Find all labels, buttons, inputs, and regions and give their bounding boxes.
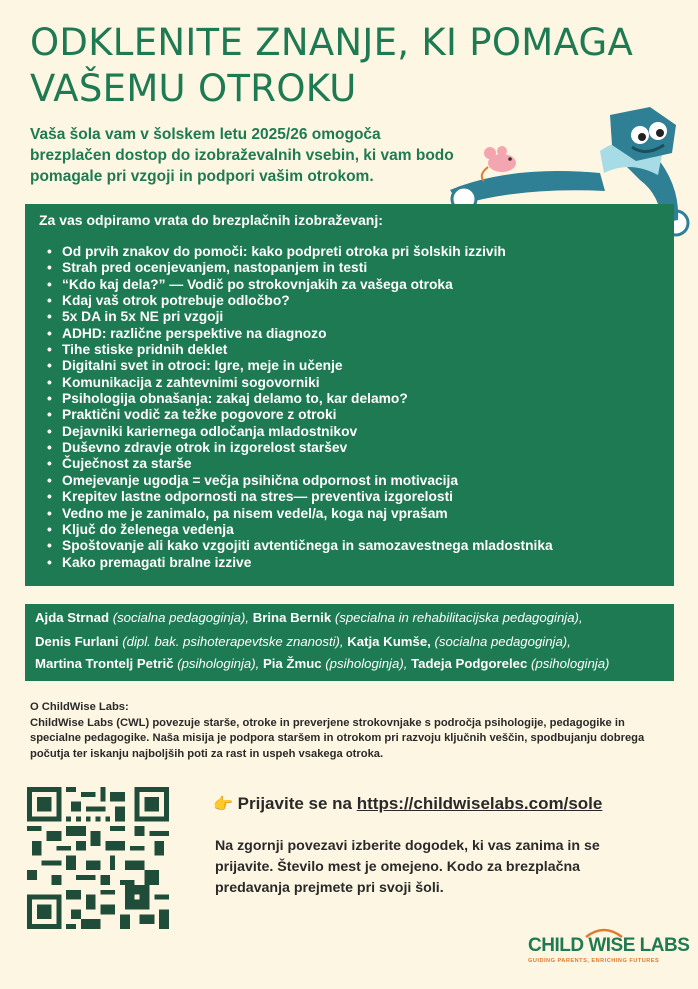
intro-line: Vaša šola vam v šolskem letu 2025/26 omogoča (30, 126, 381, 143)
pointing-hand-icon: 👉 (213, 796, 233, 813)
about-section (30, 700, 670, 762)
list-item: • Ključ do želenega vedenja (35, 522, 553, 538)
registration-line (213, 794, 602, 814)
list-item: • Vedno me je zanimalo, pa nisem vedel/a, koga naj vprašam (35, 506, 553, 522)
authors-line-1 (35, 610, 583, 625)
author-role: (psihologinja) (531, 656, 610, 671)
about-line: ChildWise Labs (CWL) povezuje starše, otroke in preverjene strokovnjake s področja psihologije, pedagogike in (30, 716, 625, 729)
title-line-2: VAŠEMU OTROKU (30, 67, 357, 110)
list-item: • Komunikacija z zahtevnimi sogovorniki (35, 375, 553, 391)
author-role: (specialna in rehabilitacijska pedagoginja), (334, 610, 583, 625)
qr-code[interactable] (27, 787, 169, 929)
authors-line-3 (35, 656, 609, 671)
list-item: • Kako premagati bralne izzive (35, 555, 553, 571)
list-item: • Tihe stiske pridnih deklet (35, 342, 553, 358)
author-role: (psihologinja), (325, 656, 408, 671)
registration-note (215, 836, 645, 899)
note-line: predavanja prejmete pri svoji šoli. (215, 880, 444, 896)
note-line: Na zgornji povezavi izberite dogodek, ki vas zanima in se (215, 838, 600, 854)
list-item: • Kdaj vaš otrok potrebuje odločbo? (35, 293, 553, 309)
note-line: prijavite. Število mest je omejeno. Kodo za brezplačna (215, 859, 581, 875)
intro-line: pomagale pri vzgoji in podpori vašim otrokom. (30, 168, 374, 185)
logo-name: CHILD WISE LABS (528, 935, 690, 956)
list-item: • Psihologija obnašanja: zakaj delamo to, kar delamo? (35, 391, 553, 407)
author-role: (socialna pedagoginja), (434, 634, 571, 649)
author-name: Pia Žmuc (262, 656, 322, 671)
list-item: • Čuječnost za starše (35, 456, 553, 472)
list-item: • 5x DA in 5x NE pri vzgoji (35, 309, 553, 325)
list-item: • Digitalni svet in otroci: Igre, meje in učenje (35, 358, 553, 374)
author-name: Martina Trontelj Petrič (35, 656, 174, 671)
author-role: (socialna pedagoginja), (112, 610, 250, 625)
about-line: počutja ter iskanju najboljših poti za rast in uspeh vsakega otroka. (30, 747, 384, 760)
list-item: • Strah pred ocenjevanjem, nastopanjem in testi (35, 260, 553, 276)
courses-heading: Za vas odpiramo vrata do brezplačnih izobraževanj: (39, 212, 383, 228)
courses-panel (25, 204, 674, 586)
list-item: • Od prvih znakov do pomoči: kako podpreti otroka pri šolskih izzivih (35, 244, 553, 260)
list-item: • Praktični vodič za težke pogovore z otroki (35, 407, 553, 423)
list-item: • Krepitev lastne odpornosti na stres— preventiva izgorelosti (35, 489, 553, 505)
author-name: Katja Kumše, (347, 634, 431, 649)
logo-tagline: GUIDING PARENTS, ENRICHING FUTURES (528, 958, 660, 964)
author-role: (dipl. bak. psihoterapevtske znanosti), (122, 634, 344, 649)
authors-line-2 (35, 634, 571, 649)
list-item: • “Kdo kaj dela?” — Vodič po strokovnjakih za vašega otroka (35, 277, 553, 293)
registration-prefix: Prijavite se na (237, 794, 352, 813)
author-name: Brina Bernik (252, 610, 332, 625)
childwise-logo (528, 925, 690, 970)
title-line-1: ODKLENITE ZNANJE, KI POMAGA (30, 21, 634, 64)
list-item: • ADHD: različne perspektive na diagnozo (35, 326, 553, 342)
list-item: • Duševno zdravje otrok in izgorelost staršev (35, 440, 553, 456)
intro-line: brezplačen dostop do izobraževalnih vsebin, ki vam bodo (30, 147, 454, 164)
about-label: O ChildWise Labs: (30, 701, 129, 713)
author-role: (psihologinja), (177, 656, 260, 671)
about-line: specialne pedagogike. Naša misija je podpora staršem in otrokom pri razvoju ključnih veščin, spodbujanju dobrega (30, 732, 645, 744)
authors-panel (25, 604, 674, 681)
list-item: • Omejevanje ugodja = večja psihična odpornost in motivacija (35, 473, 553, 489)
author-name: Tadeja Podgorelec (411, 656, 528, 671)
list-item: • Spoštovanje ali kako vzgojiti avtentičnega in samozavestnega mladostnika (35, 538, 553, 554)
intro-text (30, 124, 460, 187)
course-list (35, 244, 553, 571)
author-name: Ajda Strnad (35, 610, 110, 625)
registration-link[interactable]: https://childwiselabs.com/sole (356, 794, 603, 813)
list-item: • Dejavniki kariernega odločanja mladostnikov (35, 424, 553, 440)
author-name: Denis Furlani (35, 634, 119, 649)
